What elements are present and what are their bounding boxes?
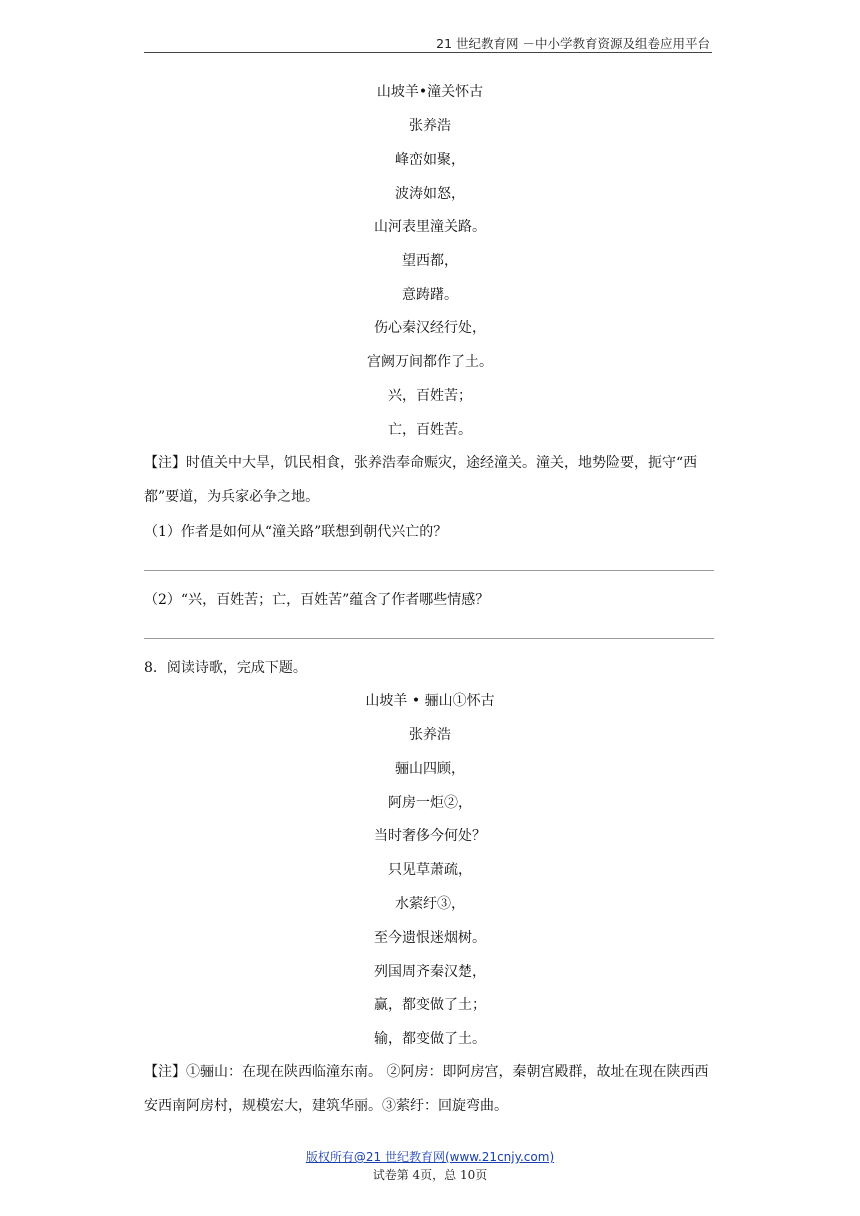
poem-line: 输，都变做了土。: [374, 1031, 486, 1047]
poem-line: 列国周齐秦汉楚，: [374, 964, 486, 980]
poem-line: 骊山四顾，: [395, 761, 465, 777]
page-number: 试卷第 4页，总 10页: [372, 1168, 488, 1182]
header-text: 21 世纪教育网 －中小学教育资源及组卷应用平台: [436, 36, 710, 51]
question-2: （2）“兴，百姓苦；亡，百姓苦”蕴含了作者哪些情感？: [144, 592, 490, 608]
poem-line: 至今遗恨迷烟树。: [374, 930, 486, 946]
poem-line: 当时奢侈今何处？: [374, 828, 486, 844]
poem-line: 赢，都变做了土；: [374, 997, 486, 1013]
poem-line: 水萦纡③，: [395, 896, 465, 912]
poem-line: 伤心秦汉经行处，: [374, 320, 486, 336]
poem-line: 山河表里潼关路。: [374, 219, 486, 235]
poem-line: 亡，百姓苦。: [388, 422, 472, 438]
answer-line-1: [144, 570, 714, 571]
poem-line: 波涛如怒，: [395, 186, 465, 202]
question-1: （1）作者是如何从“潼关路”联想到朝代兴亡的？: [144, 524, 448, 540]
poem-author: 张养浩: [409, 727, 451, 743]
poem-line: 意踌躇。: [402, 287, 458, 303]
poem-line: 望西都，: [402, 253, 458, 269]
poem-title: 山坡羊 • 骊山①怀古: [365, 693, 495, 709]
question-8-prompt: 8．阅读诗歌，完成下题。: [144, 660, 307, 676]
poem-line: 峰峦如聚，: [395, 152, 465, 168]
answer-line-2: [144, 638, 714, 639]
copyright-link[interactable]: 版权所有@21 世纪教育网(www.21cnjy.com): [305, 1150, 555, 1164]
poem-line: 阿房一炬②，: [388, 795, 472, 811]
page-header: [144, 30, 712, 53]
poem-note: 【注】①骊山：在现在陕西临潼东南。 ②阿房：即阿房宫，秦朝宫殿群，故址在现在陕西西安西南阿房村，规模宏大，建筑华丽。③萦纡：回旋弯曲。: [144, 1064, 709, 1114]
poem-line: 只见草萧疏，: [388, 862, 472, 878]
poem-author: 张养浩: [409, 118, 451, 134]
poem-note: 【注】时值关中大旱，饥民相食，张养浩奉命赈灾，途经潼关。潼关，地势险要，扼守“西都”要道，为兵家必争之地。: [144, 455, 698, 505]
poem-line: 兴，百姓苦；: [388, 388, 472, 404]
poem-line: 宫阙万间都作了土。: [367, 354, 493, 370]
poem-title: 山坡羊•潼关怀古: [376, 84, 484, 100]
